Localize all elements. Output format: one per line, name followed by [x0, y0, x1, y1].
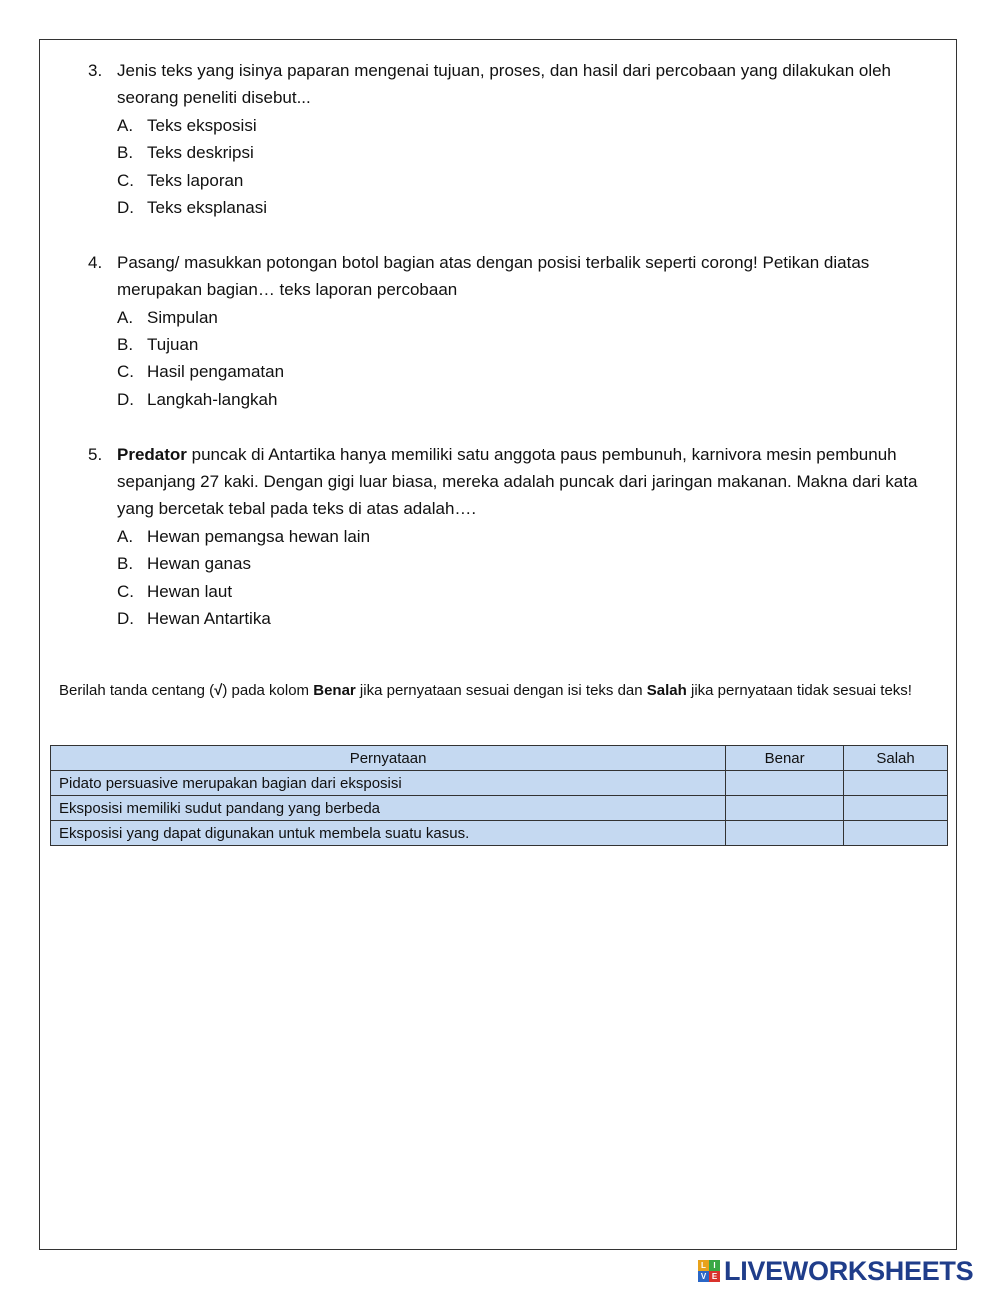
option-letter: B. [117, 554, 134, 574]
question-body: puncak di Antartika hanya memiliki satu anggota paus pembunuh, karnivora mesin pembunuh sepanjang 27 kaki. Dengan gigi luar biasa, mereka adalah puncak dari jaringan makanan. Makna dari kata yang bercetak tebal pada teks di atas adalah…. [117, 444, 918, 519]
option-letter: A. [117, 526, 134, 546]
option-c[interactable] [117, 578, 938, 605]
option-c[interactable] [117, 167, 938, 194]
option-text: Hewan laut [147, 581, 233, 601]
benar-cell[interactable] [726, 771, 844, 796]
salah-cell[interactable] [844, 796, 948, 821]
question-number: 4. [88, 252, 103, 272]
option-list [117, 523, 938, 633]
question-list [88, 57, 938, 660]
option-list [117, 112, 938, 222]
header-benar: Benar [726, 746, 844, 771]
option-b[interactable] [117, 139, 938, 166]
option-letter: D. [117, 198, 134, 218]
option-letter: C. [117, 362, 134, 382]
option-text: Langkah-langkah [147, 389, 278, 409]
option-letter: C. [117, 170, 134, 190]
option-b[interactable] [117, 550, 938, 577]
question-text: Jenis teks yang isinya paparan mengenai tujuan, proses, dan hasil dari percobaan yang dilakukan oleh seorang peneliti disebut... [117, 61, 892, 108]
option-a[interactable] [117, 112, 938, 139]
option-text: Teks deskripsi [147, 143, 254, 163]
instruction-text: jika pernyataan sesuai dengan isi teks dan [355, 682, 647, 699]
table-row [51, 821, 948, 846]
question-text: Pasang/ masukkan potongan botol bagian atas dengan posisi terbalik seperti corong! Petikan diatas merupakan bagian… teks laporan percobaan [117, 252, 870, 300]
option-letter: A. [117, 115, 134, 135]
bold-keyword: Predator [117, 444, 187, 464]
option-text: Simpulan [147, 307, 218, 327]
table-row [51, 771, 948, 796]
benar-cell[interactable] [726, 821, 844, 846]
logo-letter: V [698, 1271, 709, 1282]
instruction-text: ) pada kolom [222, 682, 314, 699]
salah-cell[interactable] [844, 821, 948, 846]
salah-cell[interactable] [844, 771, 948, 796]
option-d[interactable] [117, 605, 938, 632]
table-header-row [51, 746, 948, 771]
option-letter: A. [117, 307, 134, 327]
logo-icon [698, 1260, 720, 1282]
liveworksheets-logo [698, 1257, 973, 1285]
option-letter: D. [117, 389, 134, 409]
question-number: 5. [88, 444, 103, 464]
benar-cell[interactable] [726, 796, 844, 821]
check-mark: √ [214, 682, 223, 699]
logo-letter: E [709, 1271, 720, 1282]
option-list [117, 304, 938, 414]
option-c[interactable] [117, 358, 938, 385]
question-5 [88, 441, 938, 633]
question-4 [88, 249, 938, 413]
table-row [51, 796, 948, 821]
instruction-text: jika pernyataan tidak sesuai teks! [686, 682, 912, 699]
option-text: Teks laporan [147, 170, 244, 190]
option-text: Teks eksplanasi [147, 198, 268, 218]
option-text: Hasil pengamatan [147, 362, 285, 382]
question-text [117, 441, 938, 523]
option-a[interactable] [117, 523, 938, 550]
statement-cell: Eksposisi yang dapat digunakan untuk membela suatu kasus. [51, 821, 726, 846]
option-text: Hewan pemangsa hewan lain [147, 526, 371, 546]
option-d[interactable] [117, 386, 938, 413]
option-text: Hewan Antartika [147, 609, 271, 629]
question-number: 3. [88, 61, 103, 80]
question-3 [88, 57, 938, 221]
header-salah: Salah [844, 746, 948, 771]
option-text: Hewan ganas [147, 554, 251, 574]
instruction-text: Berilah tanda centang ( [59, 682, 215, 699]
true-false-instruction [59, 678, 919, 703]
option-letter: C. [117, 581, 134, 601]
benar-label: Benar [313, 682, 356, 699]
option-b[interactable] [117, 331, 938, 358]
option-letter: D. [117, 609, 134, 629]
option-d[interactable] [117, 194, 938, 221]
logo-letter: I [709, 1260, 720, 1271]
header-pernyataan: Pernyataan [51, 746, 726, 771]
true-false-table [50, 745, 948, 846]
statement-cell: Eksposisi memiliki sudut pandang yang berbeda [51, 796, 726, 821]
option-letter: B. [117, 143, 134, 163]
option-text: Teks eksposisi [147, 115, 257, 135]
salah-label: Salah [646, 682, 687, 699]
option-text: Tujuan [147, 335, 199, 355]
statement-cell: Pidato persuasive merupakan bagian dari eksposisi [51, 771, 726, 796]
option-a[interactable] [117, 304, 938, 331]
logo-letter: L [698, 1260, 709, 1271]
logo-text: LIVEWORKSHEETS [724, 1255, 974, 1286]
option-letter: B. [117, 335, 134, 355]
